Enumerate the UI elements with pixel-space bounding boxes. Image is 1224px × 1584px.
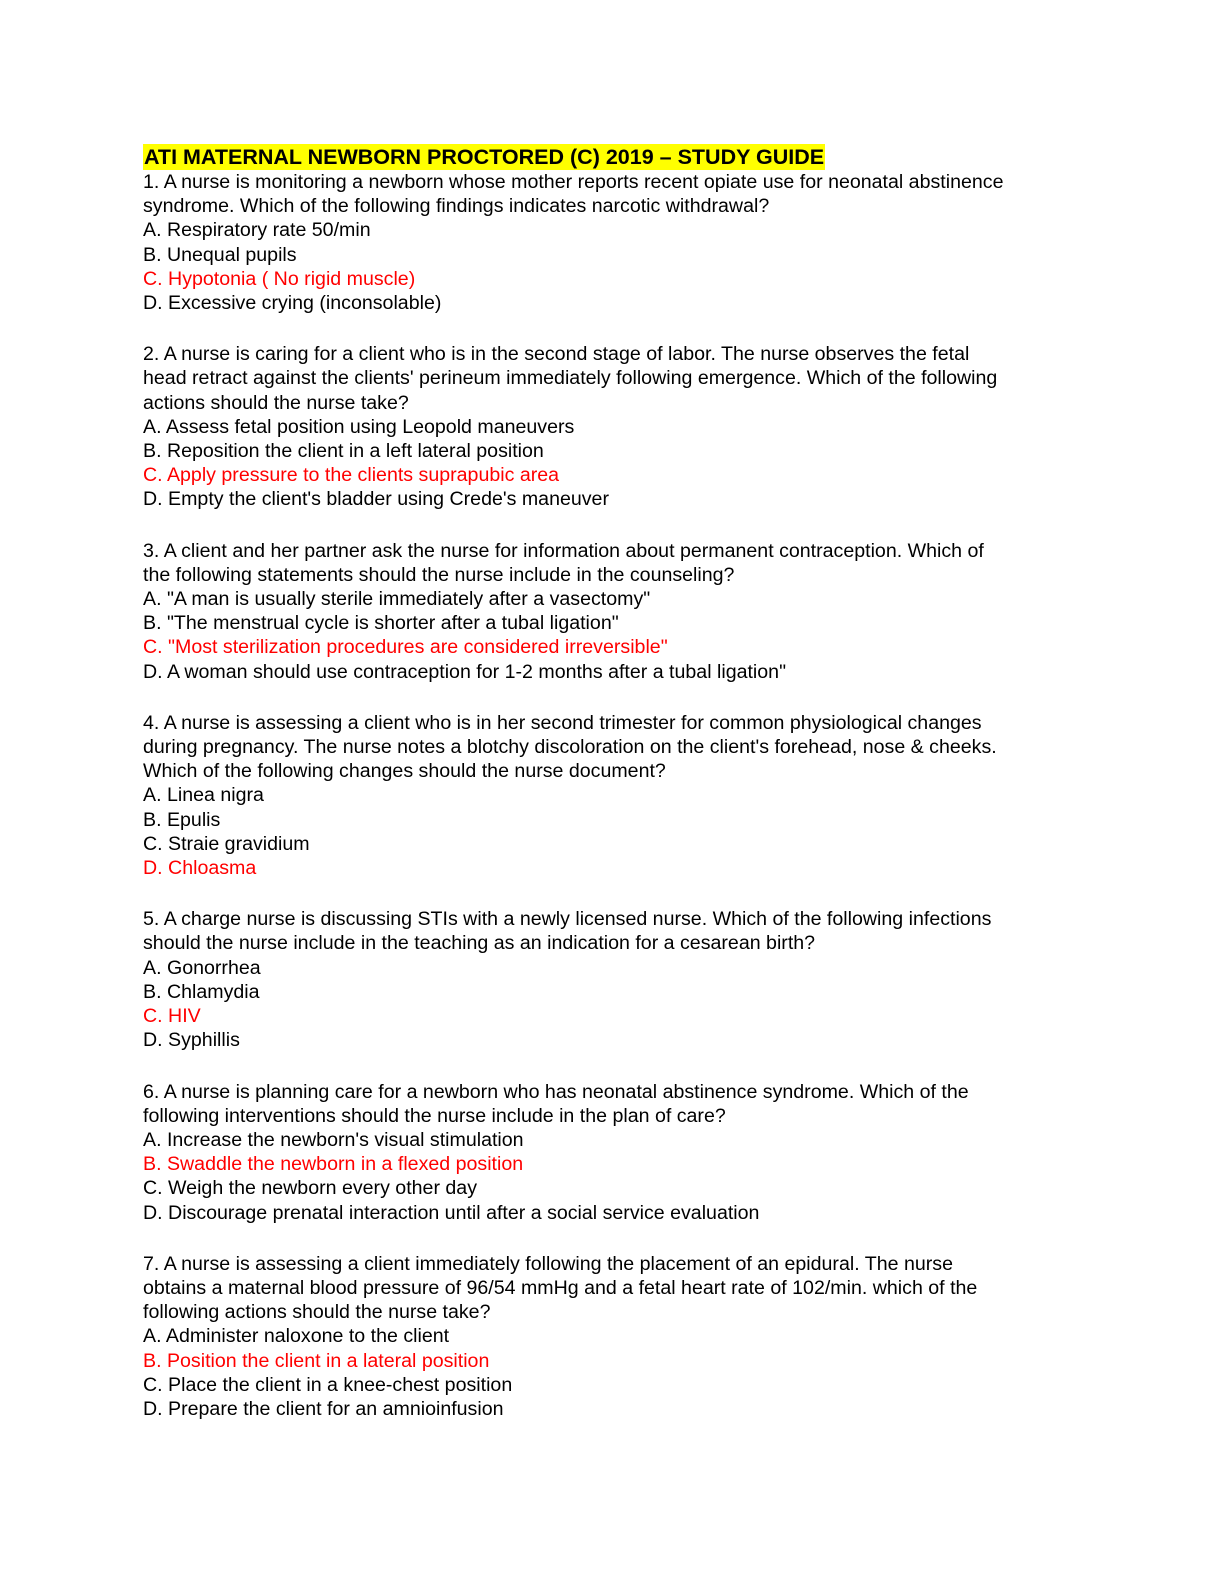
- question-stem-line: 1. A nurse is monitoring a newborn whose mother reports recent opiate use for neonatal abstinence: [143, 171, 1004, 193]
- question-6: [143, 1080, 1103, 1225]
- answer-option: B. Reposition the client in a left lateral position: [143, 440, 544, 463]
- question-stem-line: actions should the nurse take?: [143, 391, 409, 414]
- correct-answer-option: D. Chloasma: [143, 857, 257, 880]
- question-stem-line: 6. A nurse is planning care for a newborn who has neonatal abstinence syndrome. Which of the: [143, 1080, 969, 1103]
- correct-answer-option: C. HIV: [143, 1005, 201, 1028]
- answer-option: D. Syphillis: [143, 1029, 240, 1052]
- question-stem-line: syndrome. Which of the following findings indicates narcotic withdrawal?: [143, 195, 770, 218]
- question-stem-line: 2. A nurse is caring for a client who is in the second stage of labor. The nurse observes the fetal: [143, 343, 970, 366]
- answer-option: A. Linea nigra: [143, 784, 264, 807]
- answer-option: C. Straie gravidium: [143, 832, 310, 855]
- question-stem-line: the following statements should the nurse include in the counseling?: [143, 563, 735, 586]
- question-list: [143, 170, 1103, 1421]
- answer-option: B. Epulis: [143, 808, 221, 831]
- question-stem-line: head retract against the clients' perineum immediately following emergence. Which of the following: [143, 367, 998, 390]
- answer-option: B. Chlamydia: [143, 980, 260, 1003]
- answer-option: C. Place the client in a knee-chest position: [143, 1373, 513, 1396]
- question-2: [143, 342, 1103, 511]
- answer-option: A. Administer naloxone to the client: [143, 1325, 450, 1348]
- document-title: ATI MATERNAL NEWBORN PROCTORED (C) 2019 – STUDY GUIDE: [144, 145, 825, 169]
- question-3: [143, 539, 1103, 684]
- question-stem-line: following actions should the nurse take?: [143, 1301, 491, 1324]
- answer-option: B. "The menstrual cycle is shorter after a tubal ligation": [143, 612, 619, 635]
- answer-option: D. Discourage prenatal interaction until after a social service evaluation: [143, 1201, 760, 1224]
- question-stem-line: 4. A nurse is assessing a client who is in her second trimester for common physiological changes: [143, 711, 982, 734]
- answer-option: D. Excessive crying (inconsolable): [143, 292, 442, 315]
- question-stem-line: 7. A nurse is assessing a client immediately following the placement of an epidural. The nurse: [143, 1252, 953, 1275]
- question-stem-line: should the nurse include in the teaching as an indication for a cesarean birth?: [143, 932, 816, 955]
- answer-option: A. Respiratory rate 50/min: [143, 219, 371, 242]
- question-stem-line: following interventions should the nurse include in the plan of care?: [143, 1104, 726, 1127]
- question-stem-line: Which of the following changes should the nurse document?: [143, 760, 666, 783]
- correct-answer-option: B. Position the client in a lateral position: [143, 1349, 490, 1372]
- question-stem-line: during pregnancy. The nurse notes a blotchy discoloration on the client's forehead, nose & cheeks.: [143, 736, 997, 759]
- question-stem-line: 5. A charge nurse is discussing STIs with a newly licensed nurse. Which of the following infections: [143, 908, 992, 931]
- answer-option: A. Gonorrhea: [143, 956, 261, 979]
- question-7: [143, 1252, 1103, 1421]
- answer-option: B. Unequal pupils: [143, 243, 297, 266]
- answer-option: A. Increase the newborn's visual stimulation: [143, 1128, 524, 1151]
- document-page: [143, 144, 1103, 1448]
- correct-answer-option: C. Hypotonia ( No rigid muscle): [143, 267, 416, 290]
- question-4: [143, 711, 1103, 880]
- question-5: [143, 907, 1103, 1052]
- answer-option: A. Assess fetal position using Leopold maneuvers: [143, 415, 575, 438]
- correct-answer-option: C. Apply pressure to the clients suprapubic area: [143, 464, 560, 487]
- answer-option: A. "A man is usually sterile immediately after a vasectomy": [143, 588, 651, 611]
- question-stem-line: 3. A client and her partner ask the nurse for information about permanent contraception. Which of: [143, 539, 984, 562]
- answer-option: C. Weigh the newborn every other day: [143, 1177, 478, 1200]
- answer-option: D. A woman should use contraception for 1-2 months after a tubal ligation": [143, 660, 787, 683]
- correct-answer-option: C. "Most sterilization procedures are considered irreversible": [143, 636, 668, 659]
- answer-option: D. Prepare the client for an amnioinfusion: [143, 1397, 504, 1420]
- correct-answer-option: B. Swaddle the newborn in a flexed position: [143, 1153, 524, 1176]
- question-1: [143, 170, 1103, 315]
- answer-option: D. Empty the client's bladder using Crede's maneuver: [143, 488, 609, 511]
- question-stem-line: obtains a maternal blood pressure of 96/54 mmHg and a fetal heart rate of 102/min. which of the: [143, 1276, 978, 1299]
